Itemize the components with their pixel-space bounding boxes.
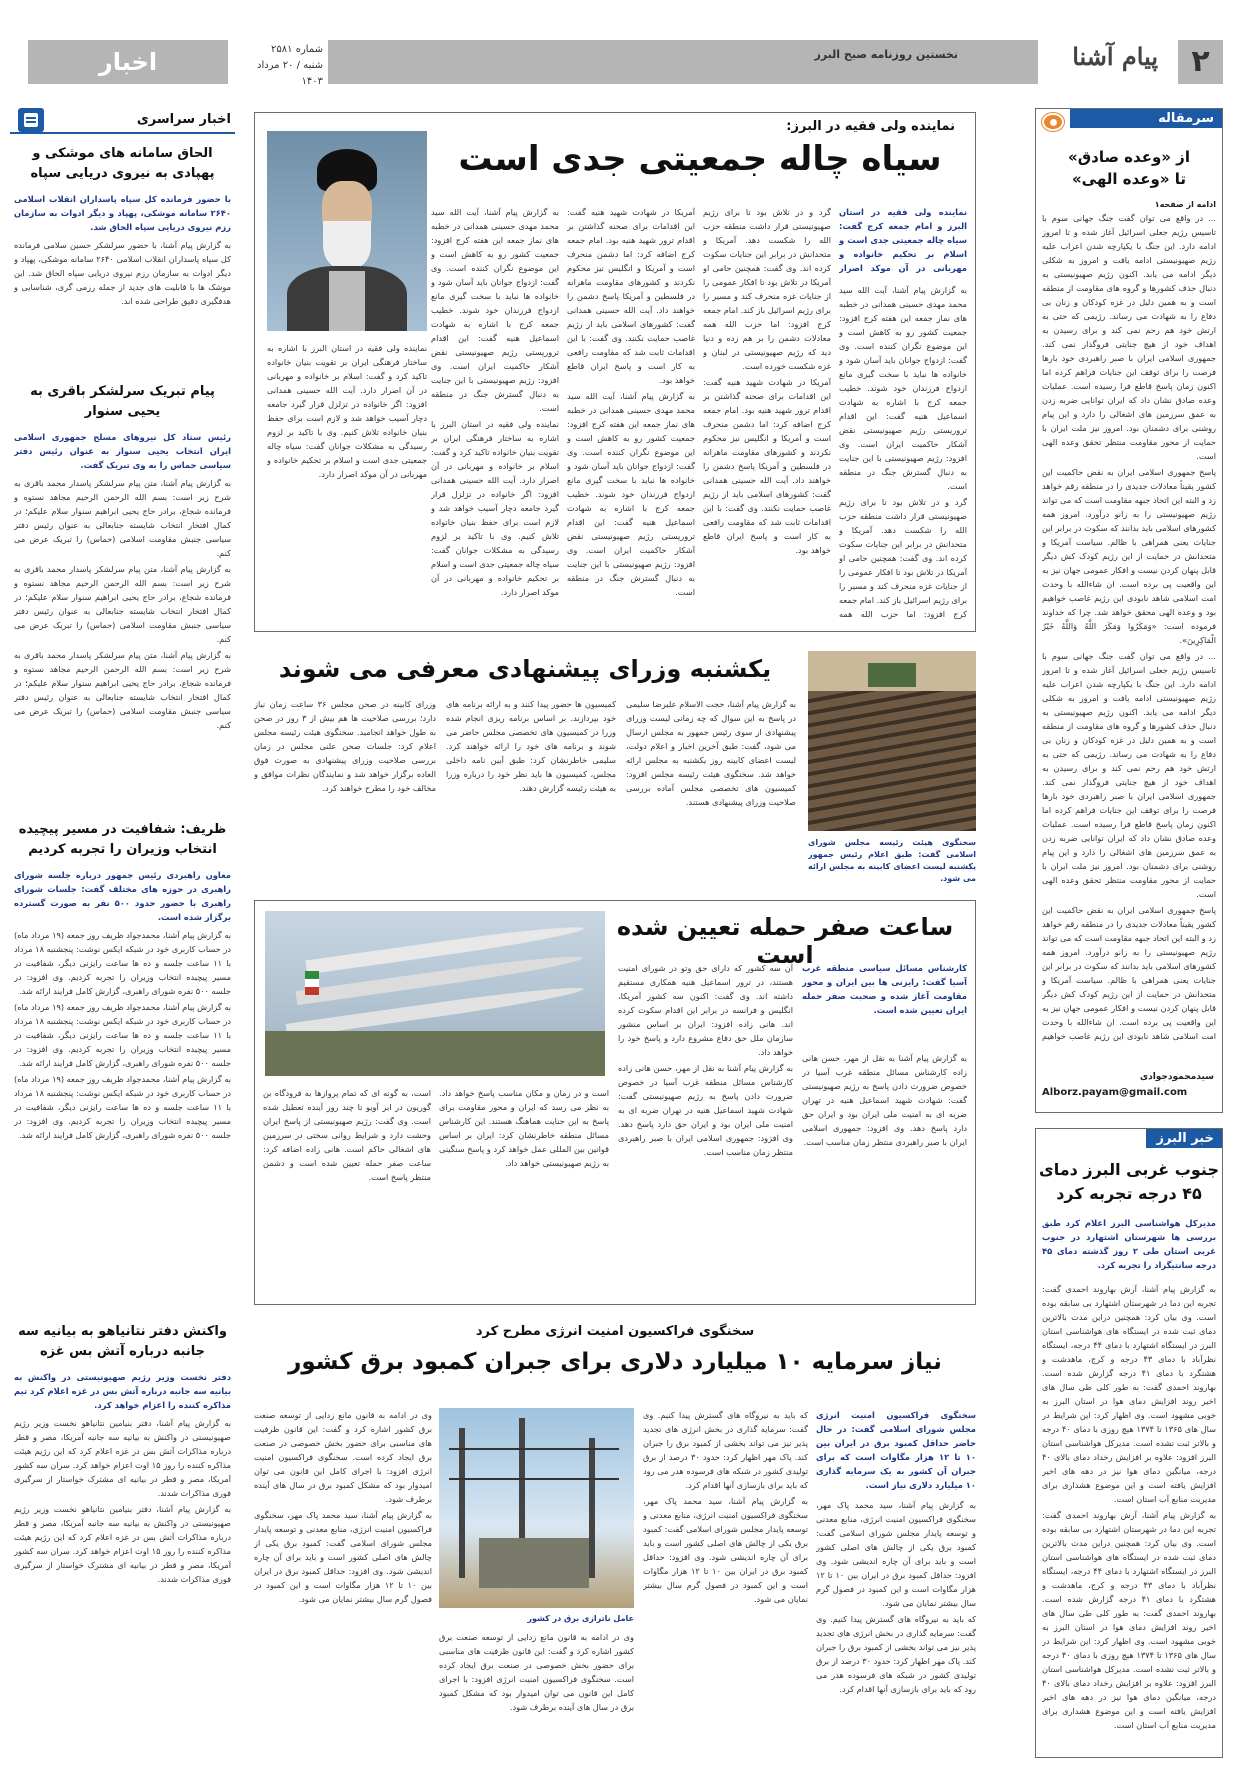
sidebar-label: اخبار سراسری (136, 112, 231, 127)
ministers-story (254, 645, 976, 887)
editorial-title: از «وعده صادق» تا «وعده الهی» (1068, 148, 1190, 188)
attack-lead: کارشناس مسائل سیاسی منطقه غرب آسیا گفت: رایزنی ها بین ایران و محور مقاومت آغاز شده و صحبت صفر حمله ایران تعیین شده است. (802, 963, 967, 1015)
national-news-sidebar (10, 108, 235, 1773)
parliament-photo (808, 651, 976, 831)
power-col-2: که باید به نیروگاه های گسترش پیدا کنیم. وی گفت: سرمایه گذاری در بخش انرژی های تجدید پذیر نیز می تواند بخشی از کمبود برق را جبران کند. پاک مهر اظهار کرد: حدود ۳۰ درصد از برق تولیدی کشور در شبکه های فرسوده هدر می رود که باید برای بازسازی آنها اقدام کرد. به گزارش پیام آشنا، سید محمد پاک مهر، سخنگوی فراکسیون امنیت انرژی، منابع معدنی و توسعه پایدار مجلس شورای اسلامی گفت: کمبود برق یکی از چالش های اصلی کشور است و باید برای آن چاره اندیشی شود. وی افزود: حداقل کمبود برق در ایران بین ۱۰ تا ۱۲ هزار مگاوات است و این کمبود در فصول گرم سال بیشتر نمایان می شود. (643, 1410, 808, 1604)
ministers-col-1: به گزارش پیام آشنا، حجت الاسلام علیرضا سلیمی در پاسخ به این سوال که چه زمانی لیست وزرای پیشنهادی از سوی رئیس جمهور به مجلس ارسال می شود، گفت: طبق آخرین اخبار و اعلام دولت، لیست اعضای کابینه روز یکشنبه به مجلس ارائه خواهد شد. سخنگوی هیئت رئیسه مجلس افزود: کمیسیون های تخصصی مجلس آماده بررسی صلاحیت وزرای پیشنهادی هستند. (626, 699, 796, 807)
sidebar-lead-2: رئیس ستاد کل نیروهای مسلح جمهوری اسلامی ایران انتخاب یحیی سنوار به عنوان رئیس دفتر سیاسی حماس را به وی تبریک گفت. (14, 432, 231, 470)
header-bar (328, 40, 1038, 84)
editorial-author: سیدمحمودجوادی (1139, 1072, 1214, 1082)
main-story-body-1: به گزارش پیام آشنا، آیت الله سید محمد مهدی حسینی همدانی در خطبه های نماز جمعه این هفته کرج افزود: جمعیت کشور رو به کاهش است و این موضوع نگران کننده است. وی گفت: ازدواج جوانان باید آسان شود و خانواده ها نباید با سخت گیری مانع ازدواج فرزندان خود شوند. خطیب جمعه کرج با اشاره به شهادت اسماعیل هنیه گفت: این اقدام تروریستی رژیم صهیونیستی نقض آشکار حاکمیت ایران است. وی افزود: رژیم صهیونیستی با این جنایت به دنبال گسترش جنگ در منطقه است. گرد و در تلاش بود تا برای رژیم صهیونیستی قرار داشت منطقه حزب الله را شکست دهد. آمریکا و متحدانش در برابر این جنایات سکوت کرده اند. وی گفت: همچنین حامی او آمریکا در تلاش بود تا افکار عمومی را از جنایات غزه منحرف کند و مسیر را برای رژیم اسرائیل باز کند. امام جمعه کرج افزود: اما حزب الله همه (839, 285, 967, 619)
page-number: ۲ (1178, 40, 1223, 84)
section-title: اخبار (98, 48, 158, 76)
sidebar-lead-1: با حضور فرمانده کل سپاه پاسداران انقلاب اسلامی ۲۶۴۰ سامانه موشکی، پهپاد و دیگر ادوات به سازمان رزم نیروی دریایی سپاه الحاق شد. (14, 194, 231, 232)
eye-icon (1042, 113, 1064, 131)
alborz-news-label: خبر البرز (1146, 1129, 1222, 1148)
attack-col-2: آن سه کشور که دارای حق وتو در شورای امنیت هستند، در ترور اسماعیل هنیه همکاری مستقیم داشته اند. وی گفت: اکنون سه کشور آمریکا، انگلیس و فرانسه در برابر این اقدام سکوت کرده اند. هانی زاده افزود: ایران بر اساس منشور سازمان ملل حق دفاع مشروع دارد و پاسخ خود را خواهد داد. به گزارش پیام آشنا به نقل از مهر، حسن هانی زاده کارشناس مسائل منطقه غرب آسیا در خصوص ضرورت دادن پاسخ به رژیم صهیونیستی گفت: شهادت شهید اسماعیل هنیه در تهران ضربه ای به امنیت ملی ایران بود و ایران حق دارد پاسخ دهد. وی افزود: جمهوری اسلامی ایران با صبر راهبردی منتظر زمان مناسب است. (618, 963, 793, 1157)
power-story (254, 1320, 976, 1770)
sidebar-lead-3: معاون راهبردی رئیس جمهور درباره جلسه شورای راهبری در حوزه های مختلف گفت: جلسات شورای راهبری با حضور حدود ۵۰۰ نفر به صورت گسترده برگزار شده است. (14, 870, 231, 922)
issue-date: شنبه / ۲۰ مرداد ۱۴۰۳ (256, 60, 323, 87)
editorial-body: ... در واقع می توان گفت جنگ جهانی سوم با تاسیس رژیم جعلی اسرائیل آغاز شده و تا امروز ادامه دارد. این جنگ با یکپارچه شدن اعراب علیه رژیم صهیونیستی ادامه یافت و امروز به شکلی دیگر ادامه می یابد. اکنون رژیم صهیونیستی به دنبال حذف کشورها و گروه های مقاومت از منطقه است و به همین دلیل در غزه کودکان و زنان بی دفاع را به شهادت می رساند. رژیمی که حتی به ارتش خود هم رحم نمی کند و برای رسیدن به اهداف خود از هیچ جنایتی فروگذار نمی کند. جمهوری اسلامی ایران با صبر راهبردی خود بارها فرصت را برای توقف این جنایات فراهم کرده اما اکنون زمان پاسخ قاطع فرا رسیده است. عملیات وعده صادق نشان داد که ایران توانایی ضربه زدن به عمق سرزمین های اشغالی را دارد و این پیام روشنی برای دشمنان بود. امروز نیز ملت ایران با حمایت از محور مقاومت منتظر تحقق وعده الهی است. پاسخ جمهوری اسلامی ایران به نقض حاکمیت این کشور یقیناً معادلات جدیدی را در منطقه رقم خواهد زد و البته این اتحاد جبهه مقاومت است که می تواند رژیم صهیونیستی را به زانو درآورد. امروز همه کشورهای اسلامی باید بدانند که سکوت در برابر این جنایات یعنی همراهی با ظالم. سیاست آمریکا و متحدانش در حمایت از این رژیم کودک کش دیگر قابل پنهان کردن نیست و افکار عمومی جهان نیز به این واقعیت پی برده است. ان شاءالله با وحدت امت اسلامی شاهد نابودی این رژیم غاصب خواهیم بود و وعده الهی محقق خواهد شد. چرا که خداوند فرموده است: «وَمَکَرُوا وَمَکَرَ اللَّهُ وَاللَّهُ خَیْرُ الْمَاکِرِینَ». ... در واقع می توان گفت جنگ جهانی سوم با تاسیس رژیم جعلی اسرائیل آغاز شده و تا امروز ادامه دارد. این جنگ با یکپارچه شدن اعراب علیه رژیم صهیونیستی ادامه یافت و امروز به شکلی دیگر ادامه می یابد. اکنون رژیم صهیونیستی به دنبال حذف کشورها و گروه های مقاومت از منطقه است و به همین دلیل در غزه کودکان و زنان بی دفاع را به شهادت می رساند. رژیمی که حتی به ارتش خود هم رحم نمی کند و برای رسیدن به اهداف خود از هیچ جنایتی فروگذار نمی کند. جمهوری اسلامی ایران با صبر راهبردی خود بارها فرصت را برای توقف این جنایات فراهم کرده اما اکنون زمان پاسخ قاطع فرا رسیده است. عملیات وعده صادق نشان داد که ایران توانایی ضربه زدن به عمق سرزمین های اشغالی را دارد و این پیام روشنی برای دشمنان بود. امروز نیز ملت ایران با حمایت از محور مقاومت منتظر تحقق وعده الهی است. پاسخ جمهوری اسلامی ایران به نقض حاکمیت این کشور یقیناً معادلات جدیدی را در منطقه رقم خواهد زد و البته این اتحاد جبهه مقاومت است که می تواند رژیم صهیونیستی را به زانو درآورد. امروز همه کشورهای اسلامی باید بدانند که سکوت در برابر این جنایات یعنی همراهی با ظالم. سیاست آمریکا و متحدانش در حمایت از این رژیم کودک کش دیگر قابل پنهان کردن نیست و افکار عمومی جهان نیز به این واقعیت پی برده است. ان شاءالله با وحدت امت اسلامی شاهد نابودی این رژیم غاصب خواهیم (1042, 213, 1216, 1041)
ministers-caption: سخنگوی هیئت رئیسه مجلس شورای اسلامی گفت: طبق اعلام رئیس جمهور یکشنبه لیست اعضای کابینه به مجلس ارائه می شود. (808, 838, 976, 883)
main-story-col-1 (839, 205, 967, 620)
sidebar-headline-1: الحاق سامانه های موشکی و پهپادی به نیروی دریایی سپاه (30, 146, 215, 181)
power-col-1: به گزارش پیام آشنا، سید محمد پاک مهر، سخنگوی فراکسیون امنیت انرژی، منابع معدنی و توسعه پایدار مجلس شورای اسلامی گفت: کمبود برق یکی از چالش های اصلی کشور است و باید برای آن چاره اندیشی شود. وی افزود: حداقل کمبود برق در ایران بین ۱۰ تا ۱۲ هزار مگاوات است و این کمبود در فصول گرم سال بیشتر نمایان می شود. که باید به نیروگاه های گسترش پیدا کنیم. وی گفت: سرمایه گذاری در بخش انرژی های تجدید پذیر نیز می تواند بخشی از کمبود برق را جبران کند. پاک مهر اظهار کرد: حدود ۳۰ درصد از برق تولیدی کشور در شبکه های فرسوده هدر می رود که باید برای بازسازی آنها اقدام کرد. (816, 1500, 976, 1694)
attack-story-box (254, 900, 976, 1305)
issue-number: شماره ۲۵۸۱ (271, 44, 323, 55)
logo: پیام آشنا (1072, 42, 1158, 71)
sidebar-lead-4: دفتر نخست وزیر رژیم صهیونیستی در واکنش به بیانیه سه جانبه درباره آتش بس در غزه اعلام کرد تیم مذاکره کننده را اعزام خواهد کرد. (14, 1372, 231, 1410)
sidebar-headline-3: ظریف: شفافیت در مسیر پیچیده انتخاب وزیران را تجربه کردیم (18, 822, 227, 857)
alborz-news-box (1035, 1128, 1223, 1758)
alborz-news-title: جنوب غربی البرز دمای ۴۵ درجه تجربه کرد (1039, 1160, 1219, 1203)
attack-col-3: است و در زمان و مکان مناسب پاسخ خواهد داد. به نظر می رسد که ایران و محور مقاومت برای پاسخ به این جنایت هماهنگ هستند. این کارشناس مسائل منطقه خاطرنشان کرد: ایران بر اساس قوانین بین المللی عمل خواهد کرد و پاسخ سنگینی به رژیم صهیونیستی خواهد داد. (439, 1088, 609, 1168)
sidebar-headline-2: پیام تبریک سرلشکر باقری به یحیی سنوار (30, 384, 215, 419)
main-story-col-2: گرد و در تلاش بود تا برای رژیم صهیونیستی قرار داشت منطقه حزب الله را شکست دهد. آمریکا و متحدانش در برابر این جنایات سکوت کرده اند. وی گفت: همچنین حامی او آمریکا در تلاش بود تا افکار عمومی را از جنایات غزه منحرف کند و مسیر را برای رژیم اسرائیل باز کند. امام جمعه کرج افزود: اما حزب الله همه معادلات دشمن را بر هم زده و دنیا دید که رژیم صهیونیستی در لبنان و غزه شکست خورده است. آمریکا در شهادت شهید هنیه گفت: این اقدامات برای صحنه گذاشتن بر اقدام ترور شهید هنیه بود. امام جمعه کرج اضافه کرد: اما دشمن منحرف است و آمریکا و انگلیس نیز محکوم نکردند و کشورهای مقاومت ماهرانه در فلسطین و آمریکا پاسخ دشمن را خواهند داد. آیت الله حسینی همدانی گفت: کشورهای اسلامی باید از رژیم غاصب حمایت نکنند. وی گفت: با این اقدامات ثابت شد که مقاومت رافعی به کار است و پاسخ ایران قاطع خواهد بود. (703, 207, 831, 555)
notepad-icon (18, 108, 44, 132)
main-story-col-3: آمریکا در شهادت شهید هنیه گفت: این اقدامات برای صحنه گذاشتن بر اقدام ترور شهید هنیه بود. امام جمعه کرج اضافه کرد: اما دشمن منحرف است و آمریکا و انگلیس نیز محکوم نکردند و کشورهای مقاومت ماهرانه در فلسطین و آمریکا پاسخ دشمن را خواهند داد. آیت الله حسینی همدانی گفت: کشورهای اسلامی باید از رژیم غاصب حمایت نکنند. وی گفت: با این اقدامات ثابت شد که مقاومت رافعی به کار است و پاسخ ایران قاطع خواهد بود. به گزارش پیام آشنا، آیت الله سید محمد مهدی حسینی همدانی در خطبه های نماز جمعه این هفته کرج افزود: جمعیت کشور رو به کاهش است و این موضوع نگران کننده است. وی گفت: ازدواج جوانان باید آسان شود و خانواده ها نباید با سخت گیری مانع ازدواج فرزندان خود شوند. خطیب جمعه کرج با اشاره به شهادت اسماعیل هنیه گفت: این اقدام تروریستی رژیم صهیونیستی نقض آشکار حاکمیت ایران است. وی افزود: رژیم صهیونیستی با این جنایت به دنبال گسترش جنگ در منطقه است. (567, 207, 695, 597)
page-header (28, 40, 1223, 87)
ministers-col-2: کمیسیون ها حضور پیدا کنند و به ارائه برنامه های خود بپردازند. بر اساس برنامه ریزی انجام شده وزرا در کمیسیون های تخصصی مجلس حاضر می شوند و برنامه های خود را ارائه خواهند کرد. سلیمی خاطرنشان کرد: طبق آیین نامه داخلی مجلس، کمیسیون ها باید نظر خود را درباره وزرا به هیئت رئیسه گزارش دهند. (446, 699, 616, 793)
power-kicker: سخنگوی فراکسیون امنیت انرژی مطرح کرد (475, 1324, 755, 1339)
sidebar-body-4: به گزارش پیام آشنا، دفتر بنیامین نتانیاهو نخست وزیر رژیم صهیونیستی در واکنش به بیانیه سه جانبه آمریکا، مصر و قطر درباره مذاکرات آتش بس در غزه اعلام کرد که این رژیم هیئت مذاکره کننده را روز ۱۵ اوت اعزام خواهد کرد. سران سه کشور آمریکا، مصر و قطر در بیانیه ای مشترک خواستار از سرگیری فوری مذاکرات شدند. به گزارش پیام آشنا، دفتر بنیامین نتانیاهو نخست وزیر رژیم صهیونیستی در واکنش به بیانیه سه جانبه آمریکا، مصر و قطر درباره مذاکرات آتش بس در غزه اعلام کرد که این رژیم هیئت مذاکره کننده را روز ۱۵ اوت اعزام خواهد کرد. سران سه کشور آمریکا، مصر و قطر در بیانیه ای مشترک خواستار از سرگیری فوری مذاکرات شدند. (14, 1418, 231, 1584)
sidebar-header (10, 108, 235, 134)
power-col-4: وی در ادامه به قانون مانع زدایی از توسعه صنعت برق کشور اشاره کرد و گفت: این قانون ظرفیت های مناسبی برای حضور بخش خصوصی در صنعت برق ایجاد کرده است. سخنگوی فراکسیون امنیت انرژی افزود: با اجرای کامل این قانون می توان امیدوار بود که مشکل کمبود برق در سال های آینده برطرف شود. به گزارش پیام آشنا، سید محمد پاک مهر، سخنگوی فراکسیون امنیت انرژی، منابع معدنی و توسعه پایدار مجلس شورای اسلامی گفت: کمبود برق یکی از چالش های اصلی کشور است و باید برای آن چاره اندیشی شود. وی افزود: حداقل کمبود برق در ایران بین ۱۰ تا ۱۲ هزار مگاوات است و این کمبود در فصول گرم سال بیشتر نمایان می شود. (254, 1410, 432, 1604)
editorial-box (1035, 108, 1223, 1113)
tagline: نخستین روزنامه صبح البرز (814, 48, 958, 61)
sidebar-headline-4: واکنش دفتر نتانیاهو به بیانیه سه جانبه درباره آتش بس غزه (18, 1324, 227, 1359)
main-story-box (254, 112, 976, 632)
sidebar-body-1: به گزارش پیام آشنا، با حضور سرلشکر حسین سلامی فرمانده کل سپاه پاسداران انقلاب اسلامی ۲۶۴۰ سامانه موشکی، پهپاد و دیگر ادوات به سازمان رزم نیروی دریایی سپاه الحاق شد. این موشک ها با قابلیت های جدید از جمله رزمی گری، شناسایی و هدفگیری دقیق طراحی شده اند. (14, 240, 231, 306)
issue-info (233, 42, 323, 90)
main-story-headline: سیاه چاله جمعیتی جدی است (458, 139, 942, 179)
header-section-bar (28, 40, 228, 84)
missiles-photo (265, 911, 605, 1076)
power-col-3: وی در ادامه به قانون مانع زدایی از توسعه صنعت برق کشور اشاره کرد و گفت: این قانون ظرفیت های مناسبی برای حضور بخش خصوصی در صنعت برق ایجاد کرده است. سخنگوی فراکسیون امنیت انرژی افزود: با اجرای کامل این قانون می توان امیدوار بود که مشکل کمبود برق در سال های آینده برطرف شود. (439, 1632, 634, 1712)
sidebar-body-3: به گزارش پیام آشنا، محمدجواد ظریف روز جمعه (۱۹ مرداد ماه) در حساب کاربری خود در شبکه ایکس نوشت: پنجشنبه ۱۸ مرداد با ۱۱ ساعت جلسه و ده ها ساعت رایزنی دیگر، شفافیت در مسیر پیچیده انتخاب وزیران را تجربه کردیم. وی افزود: در جلسه ۵۰۰ نفره شورای راهبری، گزارش کامل فرایند ارائه شد. به گزارش پیام آشنا، محمدجواد ظریف روز جمعه (۱۹ مرداد ماه) در حساب کاربری خود در شبکه ایکس نوشت: پنجشنبه ۱۸ مرداد با ۱۱ ساعت جلسه و ده ها ساعت رایزنی دیگر، شفافیت در مسیر پیچیده انتخاب وزیران را تجربه کردیم. وی افزود: در جلسه ۵۰۰ نفره شورای راهبری، گزارش کامل فرایند ارائه شد. به گزارش پیام آشنا، محمدجواد ظریف روز جمعه (۱۹ مرداد ماه) در حساب کاربری خود در شبکه ایکس نوشت: پنجشنبه ۱۸ مرداد با ۱۱ ساعت جلسه و ده ها ساعت رایزنی دیگر، شفافیت در مسیر پیچیده انتخاب وزیران را تجربه کردیم. وی افزود: در جلسه ۵۰۰ نفره شورای راهبری، گزارش کامل فرایند ارائه شد. (14, 930, 231, 1140)
ministers-col-3: وزرای کابینه در صحن مجلس ۳۶ ساعت زمان نیاز دارد؛ بررسی صلاحیت ها هم بیش از ۳ روز در صحن به طول خواهد انجامید. سخنگوی هیئت رئیسه مجلس اعلام کرد: جلسات صحن علنی مجلس در زمان بررسی صلاحیت وزرای پیشنهادی به صورت فوق العاده برگزار خواهد شد و نمایندگان نظرات موافق و مخالف خود را مطرح خواهند کرد. (254, 699, 436, 793)
cleric-photo (267, 131, 427, 331)
main-story-col-5: نماینده ولی فقیه در استان البرز با اشاره به ساختار فرهنگی ایران بر تقویت بنیان خانواده تاکید کرد و گفت: اسلام بر خانواده و مهربانی در آن اصرار دارد. آیت الله حسینی همدانی افزود: اگر خانواده در تزلزل قرار گیرد جامعه دچار آسیب خواهد شد و لازم است برای حفظ بنیان خانواده تلاش کنیم. وی با تاکید بر لزوم رسیدگی به مشکلات جوانان گفت: سیاه چاله جمعیتی جدی است و اسلام بر تحکیم خانواده و مهربانی در آن موکد اصرار دارد. (267, 343, 427, 479)
editorial-email[interactable]: Alborz.payam@gmail.com (1042, 1087, 1188, 1098)
power-headline: نیاز سرمایه ۱۰ میلیارد دلاری برای جبران کمبود برق کشور (288, 1349, 942, 1375)
power-photo-caption: عامل ناترازی برق در کشور (527, 1614, 634, 1623)
main-story-kicker: نماینده ولی فقیه در البرز: (786, 119, 955, 134)
power-station-photo (439, 1408, 634, 1608)
power-lead: سخنگوی فراکسیون امنیت انرژی مجلس شورای اسلامی گفت: در حال حاضر حداقل کمبود برق در ایران بین ۱۰ تا ۱۲ هزار مگاوات است که برای جبران آن کشور به یک سرمایه گذاری ۱۰ میلیارد دلاری نیاز است. (816, 1410, 976, 1490)
main-story-col-4: به گزارش پیام آشنا، آیت الله سید محمد مهدی حسینی همدانی در خطبه های نماز جمعه این هفته کرج افزود: جمعیت کشور رو به کاهش است و این موضوع نگران کننده است. وی گفت: ازدواج جوانان باید آسان شود و خانواده ها نباید با سخت گیری مانع ازدواج فرزندان خود شوند. خطیب جمعه کرج با اشاره به شهادت اسماعیل هنیه گفت: این اقدام تروریستی رژیم صهیونیستی نقض آشکار حاکمیت ایران است. وی افزود: رژیم صهیونیستی با این جنایت به دنبال گسترش جنگ در منطقه است. نماینده ولی فقیه در استان البرز با اشاره به ساختار فرهنگی ایران بر تقویت بنیان خانواده تاکید کرد و گفت: اسلام بر خانواده و مهربانی در آن اصرار دارد. آیت الله حسینی همدانی افزود: اگر خانواده در تزلزل قرار گیرد جامعه دچار آسیب خواهد شد و لازم است برای حفظ بنیان خانواده تلاش کنیم. وی با تاکید بر لزوم رسیدگی به مشکلات جوانان گفت: سیاه چاله جمعیتی جدی است و اسلام بر تحکیم خانواده و مهربانی در آن موکد اصرار دارد. (431, 207, 559, 597)
editorial-continued: ادامه از صفحه۱ (1154, 200, 1216, 209)
sidebar-body-2: به گزارش پیام آشنا، متن پیام سرلشکر پاسدار محمد باقری به شرح زیر است: بسم الله الرحمن الرحیم مجاهد نستوه و فرمانده شجاع، برادر حاج یحیی ابراهیم سنوار سلام علیکم؛ در کمال افتخار انتخاب شایسته جنابعالی به عنوان رئیس دفتر سیاسی جنبش مقاومت اسلامی (حماس) را تبریک عرض می کنم. به گزارش پیام آشنا، متن پیام سرلشکر پاسدار محمد باقری به شرح زیر است: بسم الله الرحمن الرحیم مجاهد نستوه و فرمانده شجاع، برادر حاج یحیی ابراهیم سنوار سلام علیکم؛ در کمال افتخار انتخاب شایسته جنابعالی به عنوان رئیس دفتر سیاسی جنبش مقاومت اسلامی (حماس) را تبریک عرض می کنم. به گزارش پیام آشنا، متن پیام سرلشکر پاسدار محمد باقری به شرح زیر است: بسم الله الرحمن الرحیم مجاهد نستوه و فرمانده شجاع، برادر حاج یحیی ابراهیم سنوار سلام علیکم؛ در کمال افتخار انتخاب شایسته جنابعالی به عنوان رئیس دفتر سیاسی جنبش مقاومت اسلامی (حماس) را تبریک عرض می کنم. (14, 478, 231, 730)
alborz-news-lead: مدیرکل هواشناسی البرز اعلام کرد طبق بررسی ها شهرستان اشتهارد در جنوب غربی استان طی ۲ روز گذشته دمای ۴۵ درجه سانتیگراد را تجربه کرد. (1042, 1218, 1216, 1270)
attack-headline: ساعت صفر حمله تعیین شده است (616, 913, 954, 969)
ministers-headline: یکشنبه وزرای پیشنهادی معرفی می شوند (278, 655, 772, 683)
editorial-label: سرمقاله (1070, 109, 1222, 128)
main-story-lead: نماینده ولی فقیه در استان البرز و امام جمعه کرج گفت: سیاه چاله جمعیتی جدی است و اسلام بر تحکیم خانواده و مهربانی در آن موکد اصرار (839, 207, 967, 273)
attack-col-4: است، به گونه ای که تمام پروازها به فرودگاه بن گوریون در ابر آویو تا چند روز آینده تعطیل شده است. وی گفت: رژیم صهیونیستی از پاسخ ایران وحشت دارد و شرایط روانی سختی در سرزمین های اشغالی حاکم است. هانی زاده اضافه کرد: ساعت صفر حمله تعیین شده است و دشمن منتظر پاسخ است. (263, 1088, 431, 1182)
attack-col-1: به گزارش پیام آشنا به نقل از مهر، حسن هانی زاده کارشناس مسائل منطقه غرب آسیا در خصوص ضرورت دادن پاسخ به رژیم صهیونیستی گفت: شهادت شهید اسماعیل هنیه در تهران ضربه ای به امنیت ملی ایران بود و ایران حق دارد پاسخ دهد. وی افزود: جمهوری اسلامی ایران با صبر راهبردی منتظر زمان مناسب است. (802, 1053, 967, 1147)
alborz-news-body: به گزارش پیام آشنا، آرش بهاروند احمدی گفت: تجربه این دما در شهرستان اشتهارد بی سابقه بوده است. وی بیان کرد: همچنین دراین مدت بالاترین دمای ثبت شده در ایستگاه های هواشناسی استان البرز در ایستگاه اشتهارد با دمای ۴۴ درجه، ایستگاه نظرآباد با دمای ۴۳ درجه و کرج، ماهدشت و هشتگرد با دمای ۴۱ درجه گزارش شده است. بهاروند احمدی گفت: به طور کلی طی سال های اخیر روند افزایش دمای هوا در استان البرز به خوبی مشهود است. وی اظهار کرد: این شرایط در سال های ۱۳۶۵ تا ۱۳۷۴ هیچ روزی با دمای ۴۰ درجه و بالاتر ثبت نشده است. مدیرکل هواشناسی استان البرز افزود: علاوه بر افزایش رخداد دمای بالای ۴۰ درجه، میانگین دمای هوا نیز در دهه های اخیر افزایش یافته است و این موضوع هشداری برای مدیریت منابع آب استان است. به گزارش پیام آشنا، آرش بهاروند احمدی گفت: تجربه این دما در شهرستان اشتهارد بی سابقه بوده است. وی بیان کرد: همچنین دراین مدت بالاترین دمای ثبت شده در ایستگاه های هواشناسی استان البرز در ایستگاه اشتهارد با دمای ۴۴ درجه، ایستگاه نظرآباد با دمای ۴۳ درجه و کرج، ماهدشت و هشتگرد با دمای ۴۱ درجه گزارش شده است. بهاروند احمدی گفت: به طور کلی طی سال های اخیر روند افزایش دمای هوا در استان البرز به خوبی مشهود است. وی اظهار کرد: این شرایط در سال های ۱۳۶۵ تا ۱۳۷۴ هیچ روزی با دمای ۴۰ درجه و بالاتر ثبت نشده است. مدیرکل هواشناسی استان البرز افزود: علاوه بر افزایش رخداد دمای بالای ۴۰ درجه، میانگین دمای هوا نیز در دهه های اخیر افزایش یافته است و این موضوع هشداری برای مدیریت منابع آب استان است. (1042, 1284, 1216, 1730)
